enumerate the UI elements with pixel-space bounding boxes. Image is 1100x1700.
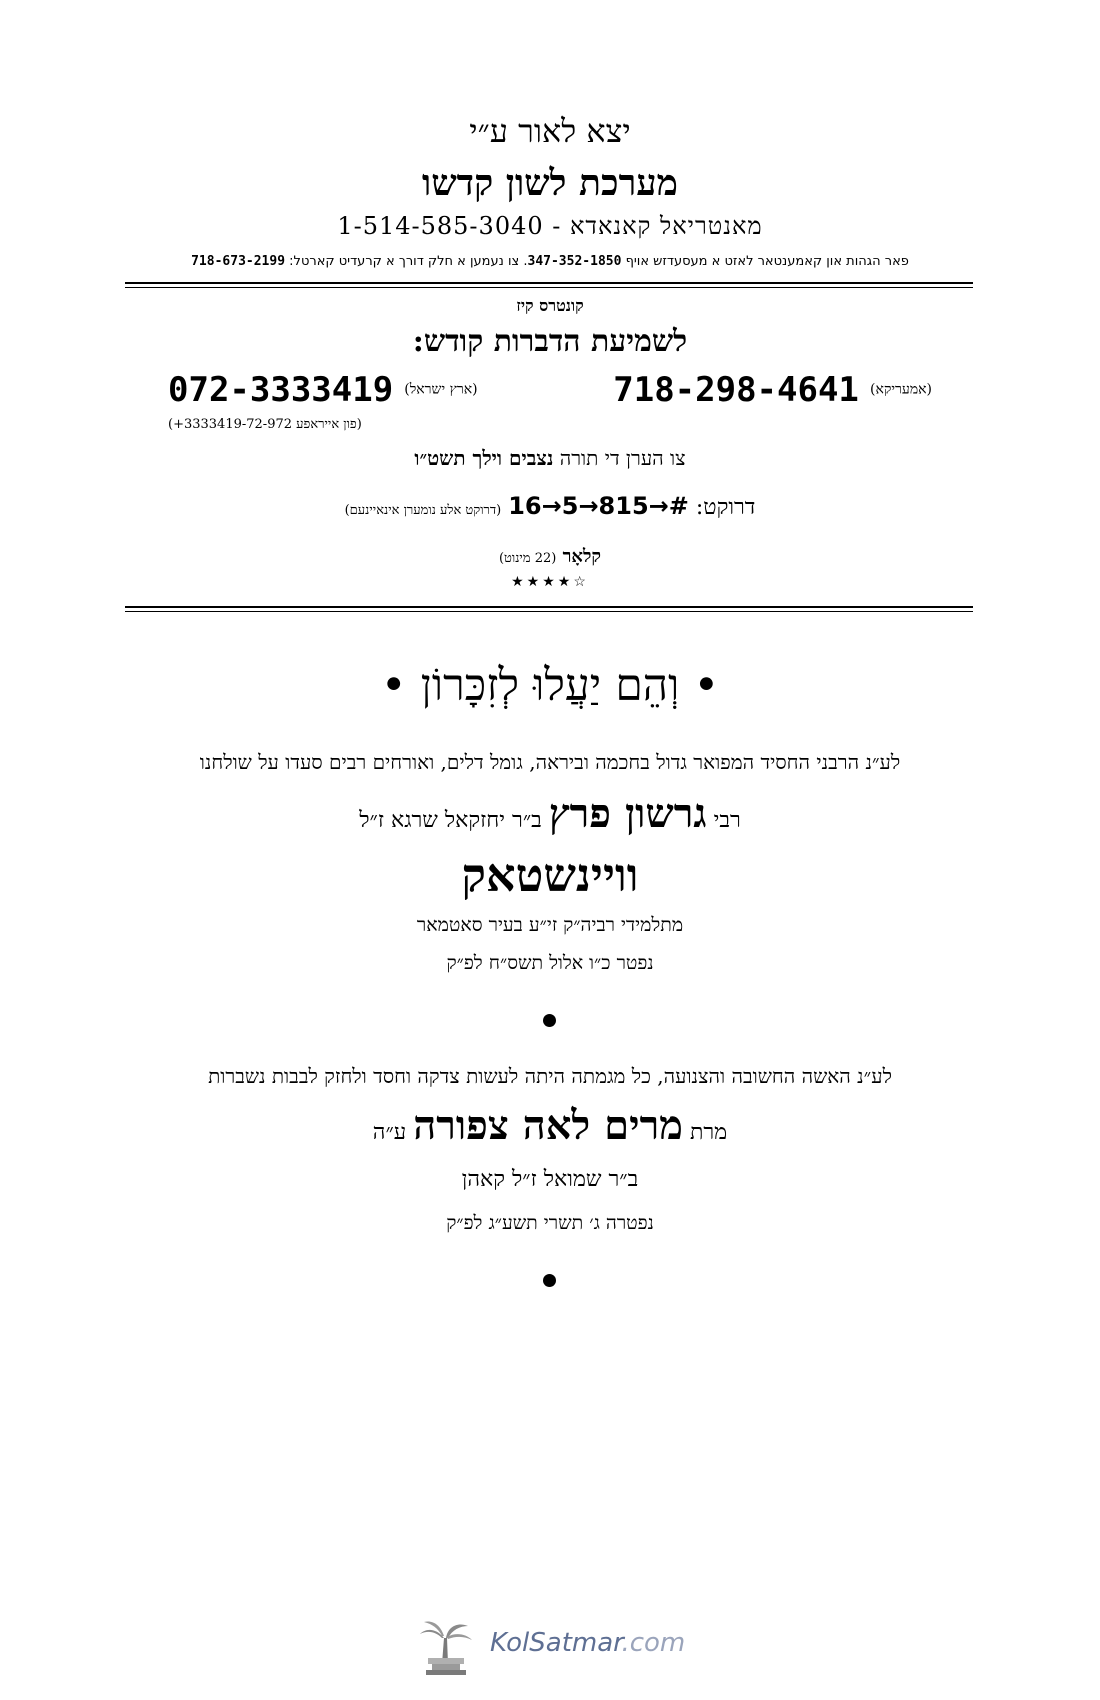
- separator-dot: [543, 1014, 556, 1027]
- europe-phone-note: (פון אייראפע 3333419-72-972+): [168, 417, 362, 432]
- first-honoree-info: מתלמידי רביה״ק זי״ע בעיר סאטמאר: [416, 914, 684, 936]
- dial-instructions: [0, 492, 1100, 520]
- brand-tld: .com: [621, 1628, 686, 1658]
- dial-note: (דרוקט אלע נומערן אינאיינעם): [344, 503, 502, 518]
- israel-phone-number: 072-3333419: [168, 370, 394, 410]
- first-honoree-name: גרשון פרץ: [548, 790, 707, 837]
- brand-name: KolSatmar: [490, 1628, 622, 1658]
- dial-sequence: 16→5→815→#: [508, 492, 689, 520]
- israel-phone: [168, 370, 478, 410]
- audio-rating: ☆★★★★: [511, 574, 589, 590]
- dial-label: דרוקט:: [695, 495, 756, 520]
- note-prefix: פאר הגהות און קאמענטאר לאזט א מעסעדזש אויף: [625, 254, 909, 269]
- publisher-name: מערכת לשון קדשו: [421, 162, 678, 204]
- site-brand: [490, 1628, 685, 1658]
- booklet-number: קונטרס קיז: [516, 296, 584, 315]
- divider-bottom: [125, 606, 973, 612]
- first-honoree-suffix: ב״ר יחזקאל שרגא ז״ל: [359, 808, 542, 833]
- second-dedication: לע״נ האשה החשובה והצנועה, כל מגמתה היתה לעשות צדקה וחסד ולחזק לבבות נשברות: [208, 1064, 892, 1088]
- second-honoree-prefix: מרת: [689, 1120, 728, 1145]
- usa-phone: [613, 370, 932, 410]
- parsha-name: נצבים וילך תשט״ו: [414, 446, 554, 470]
- publisher-title: יצא לאור ע״י: [469, 112, 631, 150]
- separator-dot: [543, 1274, 556, 1287]
- second-honoree-suffix: ע״ה: [372, 1120, 407, 1145]
- note-credit-phone: 718-673-2199: [191, 254, 286, 269]
- usa-phone-number: 718-298-4641: [613, 370, 859, 410]
- first-honoree-surname: וויינשטאק: [461, 848, 639, 902]
- audio-info: [0, 546, 1100, 567]
- publisher-note: [0, 254, 1100, 269]
- second-honoree-father: ב״ר שמואל ז״ל קאהן: [461, 1167, 639, 1192]
- second-honoree: [0, 1102, 1100, 1149]
- first-honoree-prefix: רבי: [713, 808, 741, 833]
- first-dedication: לע״נ הרבני החסיד המפואר גדול בחכמה וביראה, גומל דלים, ואורחים רבים סעדו על שולחנו: [199, 750, 901, 774]
- hotline-title: לשמיעת הדברות קודש:: [412, 324, 688, 359]
- palm-tree-logo-icon: [418, 1618, 474, 1676]
- note-middle: . צו נעמען א חלק דורך א קרעדיט קארטל:: [289, 254, 528, 269]
- second-honoree-date: נפטרה ג׳ תשרי תשע״ג לפ״ק: [446, 1212, 654, 1234]
- publisher-address: מאנטריאל קאנאדא - 1-514-585-3040: [337, 212, 763, 240]
- first-honoree: [0, 790, 1100, 837]
- audio-clarity: קלאָר: [562, 546, 602, 567]
- first-honoree-date: נפטר כ״ו אלול תשס״ח לפ״ק: [446, 952, 654, 974]
- parsha-prefix: צו הערן די תורה: [559, 446, 686, 470]
- israel-phone-label: (ארץ ישראל): [404, 381, 478, 398]
- parsha-line: [0, 446, 1100, 471]
- divider-top: [125, 282, 973, 288]
- usa-phone-label: (אמעריקא): [870, 381, 932, 398]
- note-phone: 347-352-1850: [527, 254, 622, 269]
- audio-duration: (22 מינוט): [498, 551, 557, 566]
- second-honoree-name: מרים לאה צפורה: [413, 1102, 683, 1149]
- memorial-title: • וְהֵם יַעֲלוּ לְזִכָּרוֹן •: [380, 660, 720, 711]
